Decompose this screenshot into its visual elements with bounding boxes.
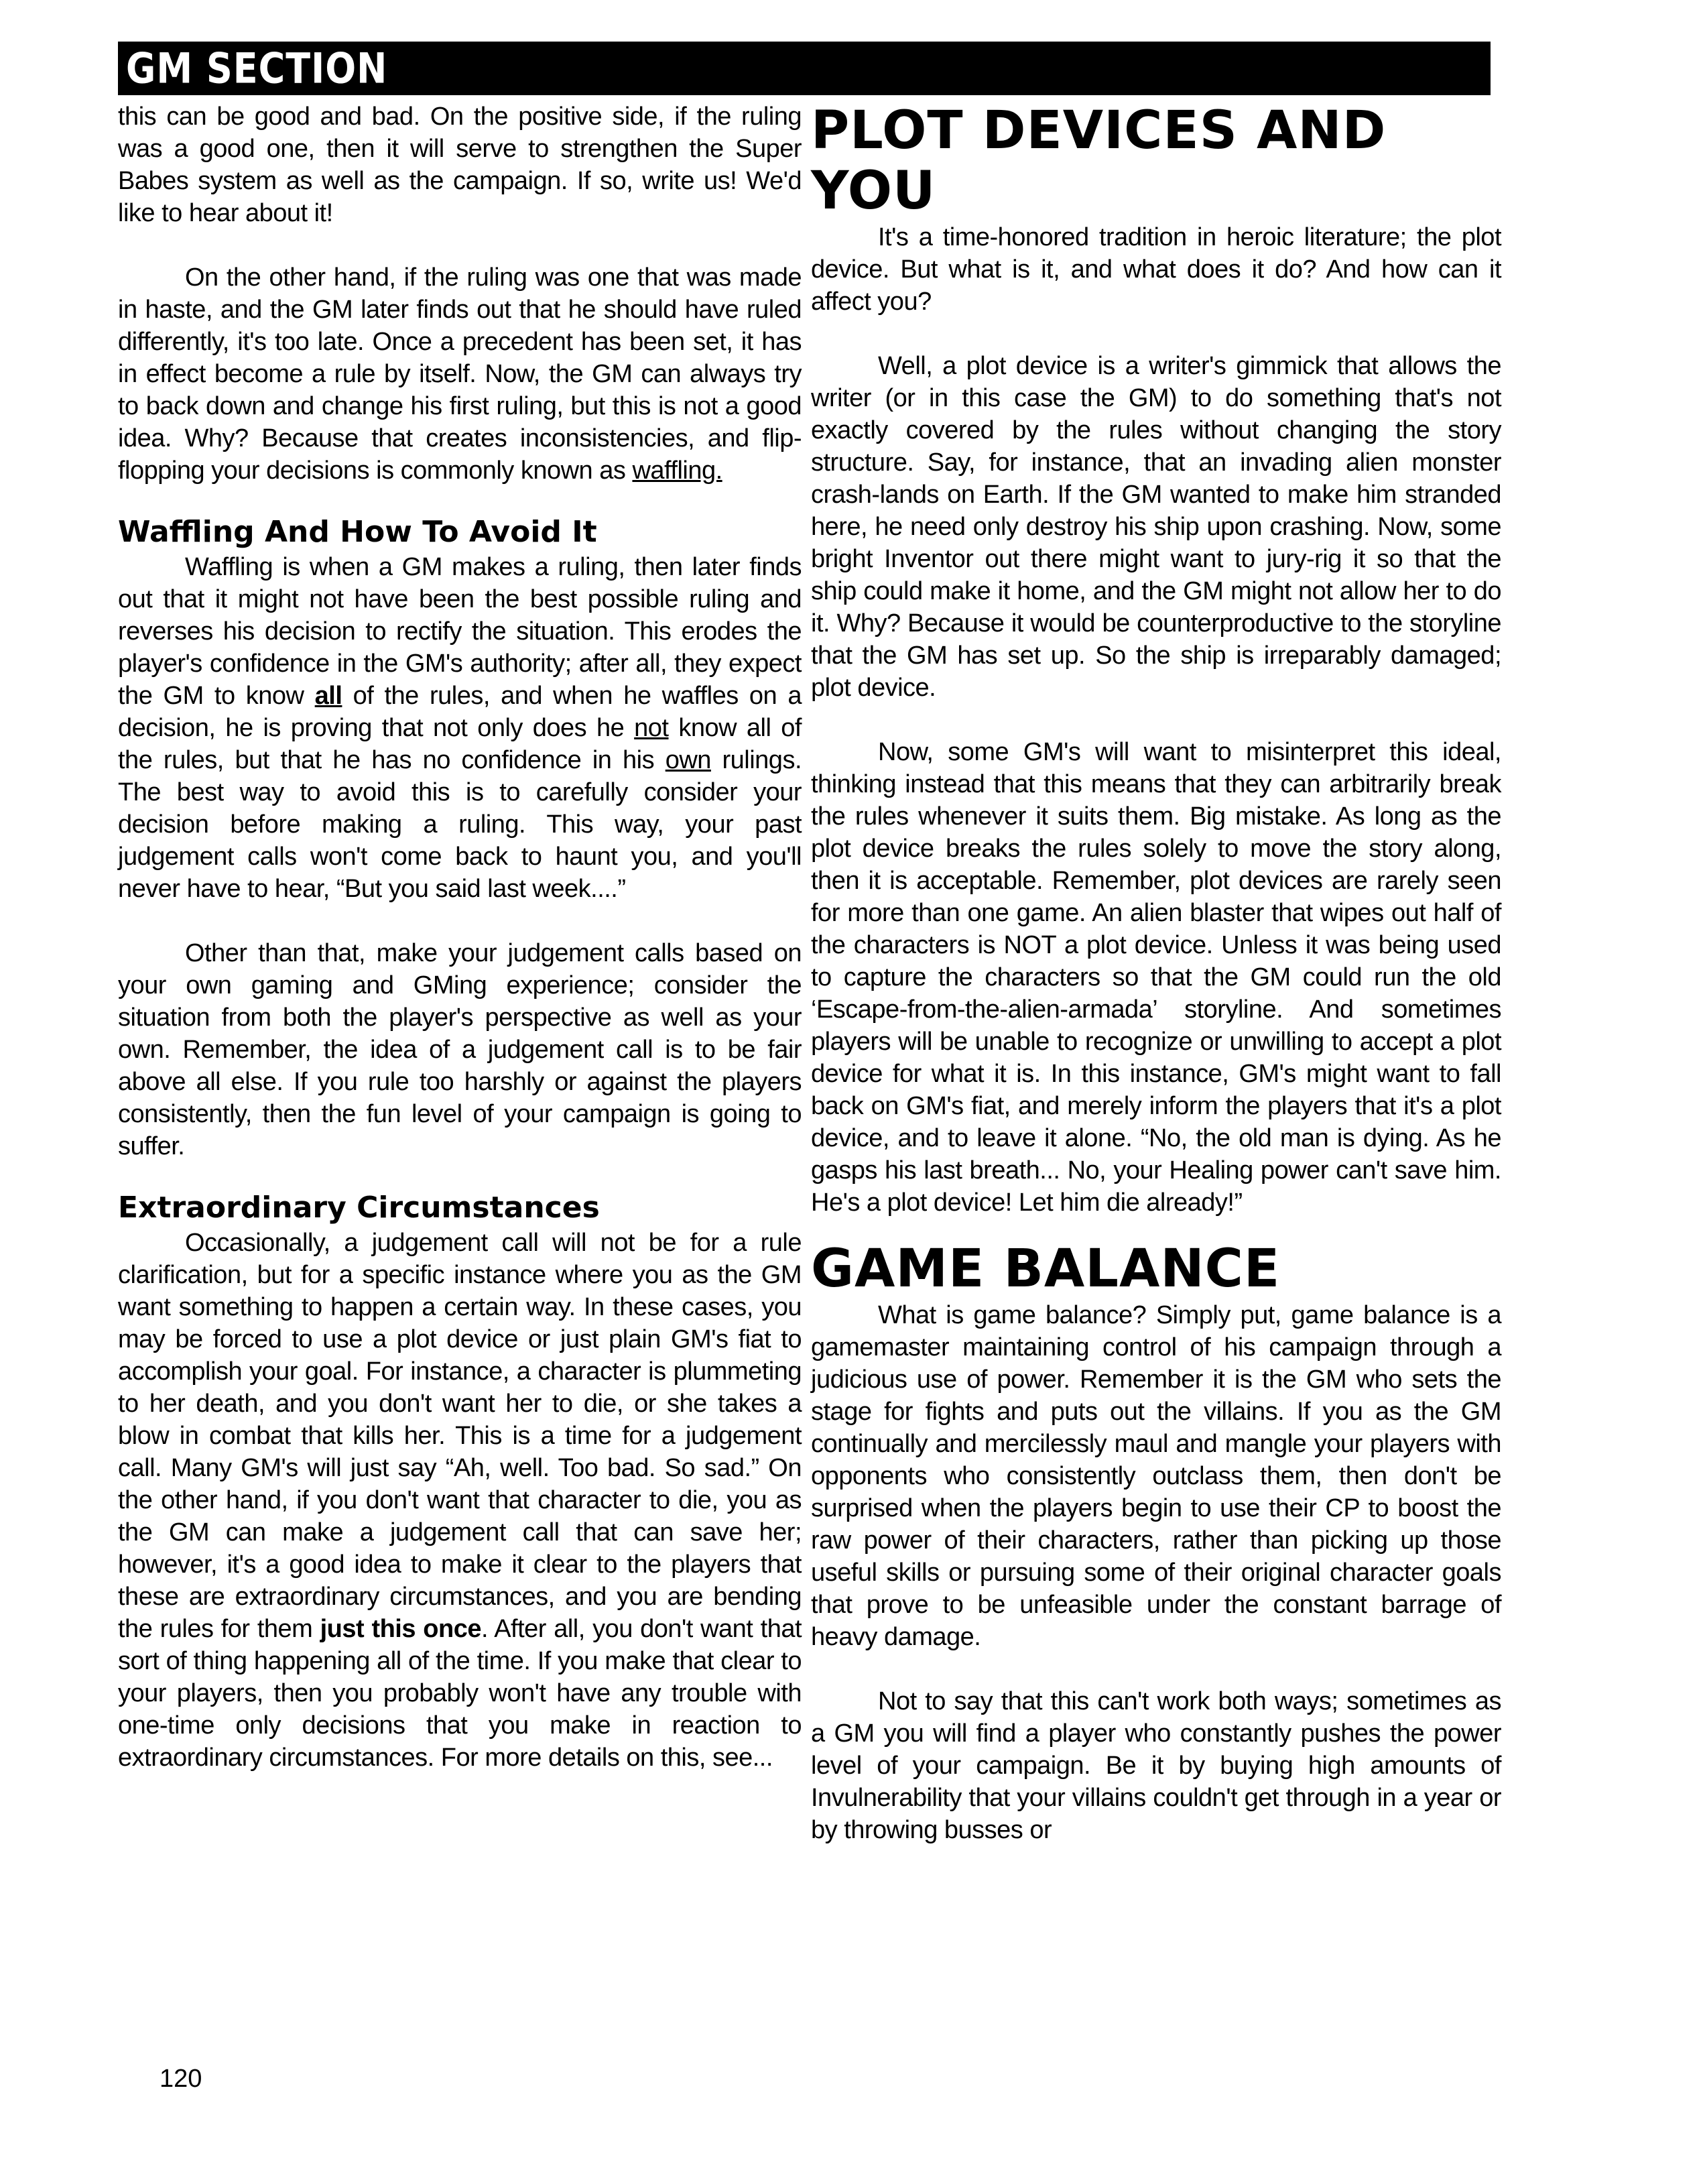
paragraph-plot-definition: Well, a plot device is a writer's gimmick that allows the writer (or in this case the GM) to do something that's not exactly covered by the rules without changing the story structure. Say, for instance, that an invading alien monster crash-lands on Earth. If the GM wanted to make him stranded here, he need only destroy his ship upon crashing. Now, some bright Inventor out there might want to jury-rig it so that the ship could make it home, and the GM might not allow her to do it. Why? Because it would be counterproductive to the storyline that the GM has set up. So the ship is irreparably damaged; plot device. bbox=[811, 352, 1501, 702]
paragraph-text: of the rules, and when he waffles on a decision, he is proving that not only does he bbox=[118, 682, 802, 742]
paragraph-text: rulings. The best way to avoid this is to carefully consider your decision before making a ruling. This way, your past judgement calls won't come back to haunt you, and you'll never have to hear, “But you said last week....” bbox=[118, 746, 802, 903]
paragraph-game-balance: What is game balance? Simply put, game balance is a gamemaster maintaining control of his campaign through a judicious use of power. Remember it is the GM who sets the stage for fights and puts out the villains. If you as the GM continually and mercilessly maul and mangle your players with opponents who consistently outclass them, then don't be surprised when the players begin to use their CP to boost the raw power of their characters, rather than picking up those useful skills or pursuing some of their original character goals that prove to be unfeasible under the constant barrage of heavy damage. bbox=[811, 1301, 1501, 1651]
paragraph-text: Occasionally, a judgement call will not be for a rule clarification, but for a specific instance where you as the GM want something to happen a certain way. In these cases, you may be forced to use a plot device or just plain GM's fiat to accomplish your goal. For instance, a character is plummeting to her death, and you don't want her to die, or she takes a blow in combat that kills her. This is a time for a judgement call. Many GM's will just say “Ah, well. Too bad. So sad.” On the other hand, if you don't want that character to die, you as the GM can make a judgement call that can save her; however, it's a good idea to make it clear to the players that these are extraordinary circumstances, and you are bending the rules for them bbox=[118, 1229, 802, 1643]
heading-plot-devices: PLOT DEVICES AND YOU bbox=[811, 101, 1387, 221]
emphasis-not: not bbox=[634, 714, 669, 742]
emphasis-all: all bbox=[314, 682, 342, 710]
paragraph-plot-intro: It's a time-honored tradition in heroic literature; the plot device. But what is it, and what does it do? And how can it affect you? bbox=[811, 223, 1501, 316]
paragraph-intro: this can be good and bad. On the positive side, if the ruling was a good one, then it will serve to strengthen the Super Babes system as well as the campaign. If so, write us! We'd like to hear about it! bbox=[118, 103, 802, 227]
page-number: 120 bbox=[160, 2065, 202, 2093]
heading-extraordinary: Extraordinary Circumstances bbox=[118, 1191, 600, 1225]
paragraph-text: know all of the rules, but that he has no confidence in his bbox=[118, 714, 802, 774]
paragraph-waffling bbox=[118, 551, 802, 905]
emphasis-own: own bbox=[665, 746, 711, 774]
emphasis-just-this-once: just this once bbox=[320, 1615, 481, 1643]
section-header-bar bbox=[118, 42, 1491, 95]
paragraph-judgement-calls: Other than that, make your judgement calls based on your own gaming and GMing experience; consider the situation from both the player's perspective as well as your own. Remember, the idea of a judgement call is to be fair above all else. If you rule too harshly or against the players consistently, then the fun level of your campaign is going to suffer. bbox=[118, 939, 802, 1160]
term-waffling: waffling. bbox=[632, 457, 722, 485]
left-column bbox=[118, 101, 802, 1774]
paragraph-plot-misuse: Now, some GM's will want to misinterpret this ideal, thinking instead that this means that they can arbitrarily break the rules whenever it suits them. Big mistake. As long as the plot device breaks the rules solely to move the story along, then it is acceptable. Remember, plot devices are rarely seen for more than one game. An alien blaster that wipes out half of the characters is NOT a plot device. Unless it was being used to capture the characters so that the GM could run the old ‘Escape-from-the-alien-armada’ storyline. And sometimes players will be unable to recognize or unwilling to accept a plot device for what it is. In this instance, GM's might want to fall back on GM's fiat, and merely inform the players that it's a plot device, and to leave it alone. “No, the old man is dying. As he gasps his last breath... No, your Healing power can't save him. He's a plot device! Let him die already!” bbox=[811, 738, 1501, 1217]
paragraph-other-hand bbox=[118, 261, 802, 487]
paragraph-text: On the other hand, if the ruling was one that was made in haste, and the GM later finds out that he should have ruled differently, it's too late. Once a precedent has been set, it has in effect become a rule by itself. Now, the GM can always try to back down and change his first ruling, but this is not a good idea. Why? Because that creates inconsistencies, and flip-flopping your decisions is commonly known as bbox=[118, 263, 802, 485]
right-column bbox=[811, 101, 1501, 1846]
section-title: GM SECTION bbox=[126, 44, 388, 93]
paragraph-both-ways: Not to say that this can't work both ways; sometimes as a GM you will find a player who constantly pushes the power level of your campaign. Be it by buying high amounts of Invulnerability that your villains couldn't get through in a year or by throwing busses or bbox=[811, 1687, 1501, 1844]
heading-game-balance: GAME BALANCE bbox=[811, 1239, 1281, 1299]
paragraph-text: Waffling is when a GM makes a ruling, then later finds out that it might not have been the best possible ruling and reverses his decision to rectify the situation. This erodes the player's confidence in the GM's authority; after all, they expect the GM to know bbox=[118, 553, 802, 710]
heading-waffling: Waffling And How To Avoid It bbox=[118, 515, 597, 549]
paragraph-text: . After all, you don't want that sort of thing happening all of the time. If you make that clear to your players, then you probably won't have any trouble with one-time only decisions that you make in reaction to extraordinary circumstances. For more details on this, see... bbox=[118, 1615, 802, 1772]
paragraph-extraordinary bbox=[118, 1227, 802, 1774]
